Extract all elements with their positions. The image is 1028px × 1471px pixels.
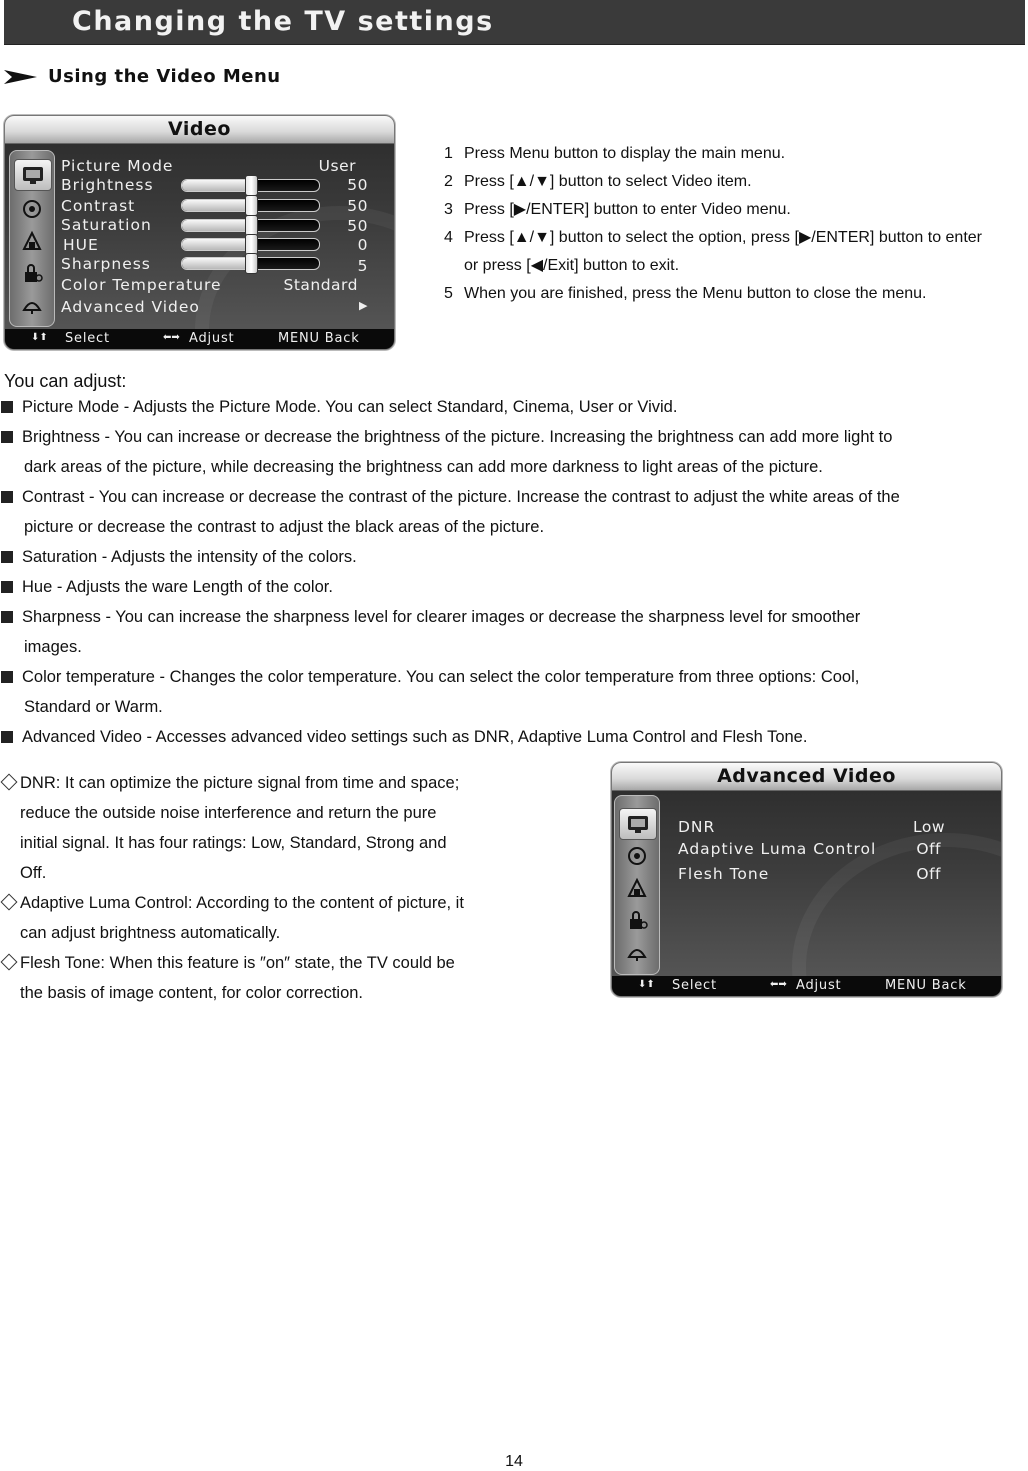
- note-line: Flesh Tone: When this feature is ″on″ state, the TV could be: [20, 954, 455, 972]
- flesh-tone-label: Flesh Tone: [678, 865, 770, 883]
- dnr-value[interactable]: Low: [912, 818, 945, 836]
- footer-select-hint: Select: [65, 331, 110, 346]
- flesh-tone-value[interactable]: Off: [916, 865, 941, 883]
- advanced-video-menu: [611, 762, 1002, 997]
- video-menu: [4, 115, 395, 350]
- video-menu-title-bar: [5, 116, 394, 144]
- setup-icon[interactable]: [18, 229, 46, 253]
- bullet-square-icon: [1, 581, 13, 593]
- video-menu-title: Video: [168, 118, 231, 140]
- description-text: Saturation - Adjusts the intensity of the colors.: [22, 548, 357, 566]
- tv-picture-icon[interactable]: [14, 159, 52, 191]
- hue-value: 0: [357, 236, 368, 254]
- video-menu-footer: [5, 329, 394, 349]
- picture-mode-description: [0, 392, 1028, 422]
- page-number: 14: [505, 1453, 523, 1470]
- note-line: the basis of image content, for color correction.: [20, 984, 364, 1002]
- adaptive-luma-label: Adaptive Luma Control: [678, 840, 877, 858]
- note-line: DNR: It can optimize the picture signal from time and space;: [20, 774, 460, 792]
- dnr-note: [0, 768, 540, 888]
- brightness-description: [0, 422, 1028, 482]
- hue-slider[interactable]: [181, 238, 320, 251]
- left-right-arrows-icon: ⬅➡: [163, 332, 180, 343]
- bullet-square-icon: [1, 731, 13, 743]
- sharpness-description: [0, 602, 1028, 662]
- step-number: 2: [444, 173, 453, 190]
- step-item: [444, 140, 1028, 168]
- hue-label: HUE: [63, 236, 99, 254]
- description-continuation: images.: [24, 638, 82, 656]
- setting-descriptions: [0, 392, 1028, 752]
- description-text: Brightness - You can increase or decrease the brightness of the picture. Increasing the brightness can add more light to: [22, 428, 893, 446]
- footer-adjust-hint: Adjust: [796, 978, 842, 993]
- slider-knob[interactable]: [245, 234, 258, 255]
- sharpness-slider[interactable]: [181, 257, 320, 270]
- bullet-square-icon: [1, 431, 13, 443]
- note-line: reduce the outside noise interference and return the pure: [20, 804, 437, 822]
- up-down-arrows-icon: ⬇⬆: [638, 979, 655, 990]
- adaptive-luma-note: [0, 888, 540, 948]
- step-item: [444, 224, 1028, 252]
- bullet-diamond-icon: [1, 954, 18, 971]
- step-text: Press [▶/ENTER] button to enter Video menu.: [464, 201, 791, 218]
- bullet-square-icon: [1, 671, 13, 683]
- brightness-label: Brightness: [61, 176, 154, 194]
- color-temperature-value[interactable]: Standard: [283, 276, 358, 294]
- bullet-diamond-icon: [1, 774, 18, 791]
- up-down-arrows-icon: ⬇⬆: [31, 332, 48, 343]
- step-text: Press [▲/▼] button to select the option, press [▶/ENTER] button to enter: [464, 229, 982, 246]
- advanced-video-label[interactable]: Advanced Video: [61, 298, 200, 316]
- brightness-slider[interactable]: [181, 179, 320, 192]
- color-temperature-description: [0, 662, 1028, 722]
- step-text: When you are finished, press the Menu button to close the menu.: [464, 285, 927, 302]
- contrast-description: [0, 482, 1028, 542]
- step-text: Press Menu button to display the main menu.: [464, 145, 786, 162]
- adjust-heading: You can adjust:: [4, 371, 127, 391]
- sharpness-label: Sharpness: [61, 255, 151, 273]
- hue-description: [0, 572, 1028, 602]
- slider-knob[interactable]: [245, 253, 258, 274]
- page-title: Changing the TV settings: [72, 6, 494, 37]
- description-text: Contrast - You can increase or decrease the contrast of the picture. Increase the contrast to adjust the white areas of the: [22, 488, 900, 506]
- slider-knob[interactable]: [245, 175, 258, 196]
- saturation-value: 50: [347, 217, 368, 235]
- bullet-square-icon: [1, 551, 13, 563]
- saturation-description: [0, 542, 1028, 572]
- step-continuation: or press [◀/Exit] button to exit.: [464, 257, 680, 274]
- step-number: 4: [444, 229, 453, 246]
- slider-fill: [182, 200, 251, 211]
- picture-mode-value[interactable]: User: [318, 157, 356, 175]
- bullet-square-icon: [1, 491, 13, 503]
- advanced-menu-icon-column: [614, 795, 660, 975]
- step-text: Press [▲/▼] button to select Video item.: [464, 173, 752, 190]
- advanced-video-description: [0, 722, 1028, 752]
- step-item: [444, 280, 1028, 308]
- setup-icon[interactable]: [623, 876, 651, 900]
- slider-knob[interactable]: [245, 215, 258, 236]
- saturation-label: Saturation: [61, 216, 152, 234]
- footer-select-hint: Select: [672, 978, 717, 993]
- color-temperature-label: Color Temperature: [61, 276, 222, 294]
- note-line: can adjust brightness automatically.: [20, 924, 281, 942]
- note-line: initial signal. It has four ratings: Low, Standard, Strong and: [20, 834, 447, 852]
- video-menu-icon-column: [9, 150, 55, 327]
- slider-fill: [182, 258, 251, 269]
- slider-knob[interactable]: [245, 195, 258, 216]
- note-line: Adaptive Luma Control: According to the content of picture, it: [20, 894, 464, 912]
- flesh-tone-note: [0, 948, 540, 1008]
- description-continuation: dark areas of the picture, while decreasing the brightness can add more darkness to light areas of the picture.: [24, 458, 823, 476]
- advanced-menu-footer: [612, 976, 1001, 996]
- lock-icon[interactable]: [623, 908, 651, 932]
- sound-icon[interactable]: [623, 844, 651, 868]
- bullet-square-icon: [1, 611, 13, 623]
- step-item: [444, 196, 1028, 224]
- slider-fill: [182, 239, 251, 250]
- section-title: Using the Video Menu: [48, 66, 281, 87]
- instruction-steps: [444, 140, 1028, 308]
- contrast-value: 50: [347, 197, 368, 215]
- adaptive-luma-value[interactable]: Off: [916, 840, 941, 858]
- picture-mode-label: Picture Mode: [61, 157, 174, 175]
- header-bar: [4, 0, 1025, 45]
- lock-icon[interactable]: [18, 261, 46, 285]
- sound-icon[interactable]: [18, 197, 46, 221]
- advanced-notes: [0, 768, 540, 1008]
- slider-fill: [182, 180, 251, 191]
- arrow-icon: [4, 69, 38, 85]
- dnr-label: DNR: [678, 818, 716, 836]
- tv-picture-icon[interactable]: [619, 808, 657, 840]
- description-continuation: picture or decrease the contrast to adjust the black areas of the picture.: [24, 518, 545, 536]
- description-continuation: Standard or Warm.: [24, 698, 163, 716]
- advanced-video-arrow-icon[interactable]: ▶: [359, 299, 368, 312]
- bullet-diamond-icon: [1, 894, 18, 911]
- description-text: Sharpness - You can increase the sharpness level for clearer images or decrease the sharpness level for smoother: [22, 608, 861, 626]
- footer-back-hint: MENU Back: [278, 331, 360, 346]
- slider-fill: [182, 220, 251, 231]
- bullet-square-icon: [1, 401, 13, 413]
- description-text: Advanced Video - Accesses advanced video settings such as DNR, Adaptive Luma Control and Flesh Tone.: [22, 728, 808, 746]
- step-number: 1: [444, 145, 453, 162]
- advanced-menu-title-bar: [612, 763, 1001, 791]
- advanced-menu-title: Advanced Video: [717, 765, 896, 787]
- channel-icon[interactable]: [623, 940, 651, 964]
- step-item: [444, 168, 1028, 196]
- step-number: 3: [444, 201, 453, 218]
- left-right-arrows-icon: ⬅➡: [770, 979, 787, 990]
- footer-adjust-hint: Adjust: [189, 331, 235, 346]
- note-line: Off.: [20, 864, 47, 882]
- channel-icon[interactable]: [18, 293, 46, 317]
- brightness-value: 50: [347, 176, 368, 194]
- description-text: Hue - Adjusts the ware Length of the color.: [22, 578, 333, 596]
- contrast-label: Contrast: [61, 197, 136, 215]
- description-text: Color temperature - Changes the color temperature. You can select the color temperature from three options: Cool,: [22, 668, 860, 686]
- description-text: Picture Mode - Adjusts the Picture Mode. You can select Standard, Cinema, User or Vivid.: [22, 398, 678, 416]
- saturation-slider[interactable]: [181, 219, 320, 232]
- step-number: 5: [444, 285, 453, 302]
- sharpness-value: 5: [357, 257, 368, 275]
- footer-back-hint: MENU Back: [885, 978, 967, 993]
- contrast-slider[interactable]: [181, 199, 320, 212]
